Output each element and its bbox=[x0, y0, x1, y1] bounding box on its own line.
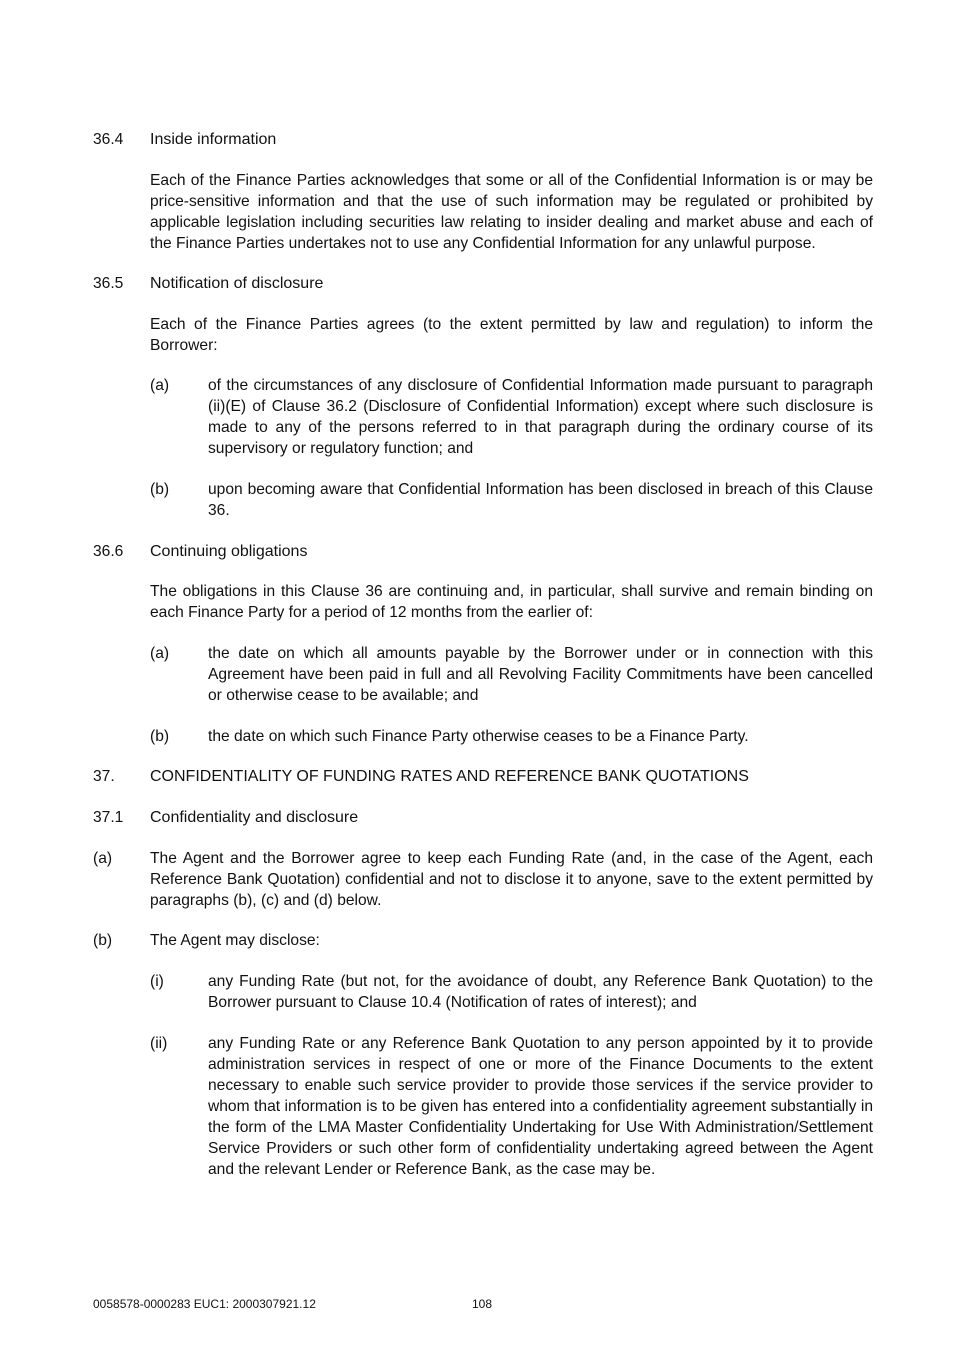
section-body-36-5: Each of the Finance Parties agrees (to the extent permitted by law and regulation) to inform the Borrower: bbox=[150, 316, 873, 354]
section-number: 36.6 bbox=[93, 543, 124, 560]
section-body-36-6: The obligations in this Clause 36 are continuing and, in particular, shall survive and remain binding on each Finance Party for a period of 12 months from the earlier of: bbox=[150, 583, 873, 621]
list-item-text: the date on which all amounts payable by the Borrower under or in connection with this Agreement have been paid in full and all Revolving Facility Commitments have been cancelled or otherwise cease to be available; and bbox=[208, 645, 873, 704]
list-item-text: upon becoming aware that Confidential Information has been disclosed in breach of this Clause 36. bbox=[208, 481, 873, 519]
clause-title: CONFIDENTIALITY OF FUNDING RATES AND REFERENCE BANK QUOTATIONS bbox=[150, 768, 749, 785]
sub-list-item-text: any Funding Rate or any Reference Bank Quotation to any person appointed by it to provide administration services in respect of one or more of the Finance Documents to the extent necessary to enable such service provider to provide those services if the service provider to whom that information is to be given has entered into a confidentiality agreement substantially in the form of the LMA Master Confidentiality Undertaking for Use With Administration/Settlement Service Providers or such other form of confidentiality undertaking agreed between the Agent and the relevant Lender or Reference Bank, as the case may be. bbox=[208, 1035, 873, 1178]
list-item-label: (a) bbox=[150, 645, 170, 662]
list-item-label: (a) bbox=[150, 377, 170, 394]
list-item-text: The Agent may disclose: bbox=[150, 932, 320, 949]
page-number: 108 bbox=[472, 1297, 493, 1311]
sub-list-item-label: (ii) bbox=[150, 1035, 168, 1052]
section-title: Inside information bbox=[150, 131, 277, 148]
list-item-text: The Agent and the Borrower agree to keep each Funding Rate (and, in the case of the Agent, each Reference Bank Quotation) confidential and not to disclose it to anyone, save to the extent permitted by paragraphs (b), (c) and (d) below. bbox=[150, 850, 873, 909]
list-item-label: (b) bbox=[150, 481, 170, 498]
list-item-label: (b) bbox=[93, 932, 113, 949]
section-number: 37.1 bbox=[93, 809, 124, 826]
list-item-label: (a) bbox=[93, 850, 113, 867]
list-item-text: the date on which such Finance Party otherwise ceases to be a Finance Party. bbox=[208, 728, 749, 745]
sub-list-item-label: (i) bbox=[150, 973, 164, 990]
document-reference: 0058578-0000283 EUC1: 2000307921.12 bbox=[93, 1297, 316, 1311]
section-body-36-4: Each of the Finance Parties acknowledges that some or all of the Confidential Information is or may be price-sensitive information and that the use of such information may be regulated or prohibited by applicable legislation including securities law relating to insider dealing and market abuse and each of the Finance Parties undertakes not to use any Confidential Information for any unlawful purpose. bbox=[150, 172, 873, 252]
section-title: Confidentiality and disclosure bbox=[150, 809, 359, 826]
section-number: 36.5 bbox=[93, 275, 124, 292]
section-title: Continuing obligations bbox=[150, 543, 308, 560]
list-item-text: of the circumstances of any disclosure of Confidential Information made pursuant to paragraph (ii)(E) of Clause 36.2 (Disclosure of Confidential Information) except where such disclosure is made to any of the persons referred to in that paragraph during the ordinary course of its supervisory or regulatory function; and bbox=[208, 377, 873, 457]
clause-number: 37. bbox=[93, 768, 115, 785]
section-number: 36.4 bbox=[93, 131, 124, 148]
list-item-label: (b) bbox=[150, 728, 170, 745]
sub-list-item-text: any Funding Rate (but not, for the avoidance of doubt, any Reference Bank Quotation) to the Borrower pursuant to Clause 10.4 (Notification of rates of interest); and bbox=[208, 973, 873, 1011]
section-title: Notification of disclosure bbox=[150, 275, 324, 292]
